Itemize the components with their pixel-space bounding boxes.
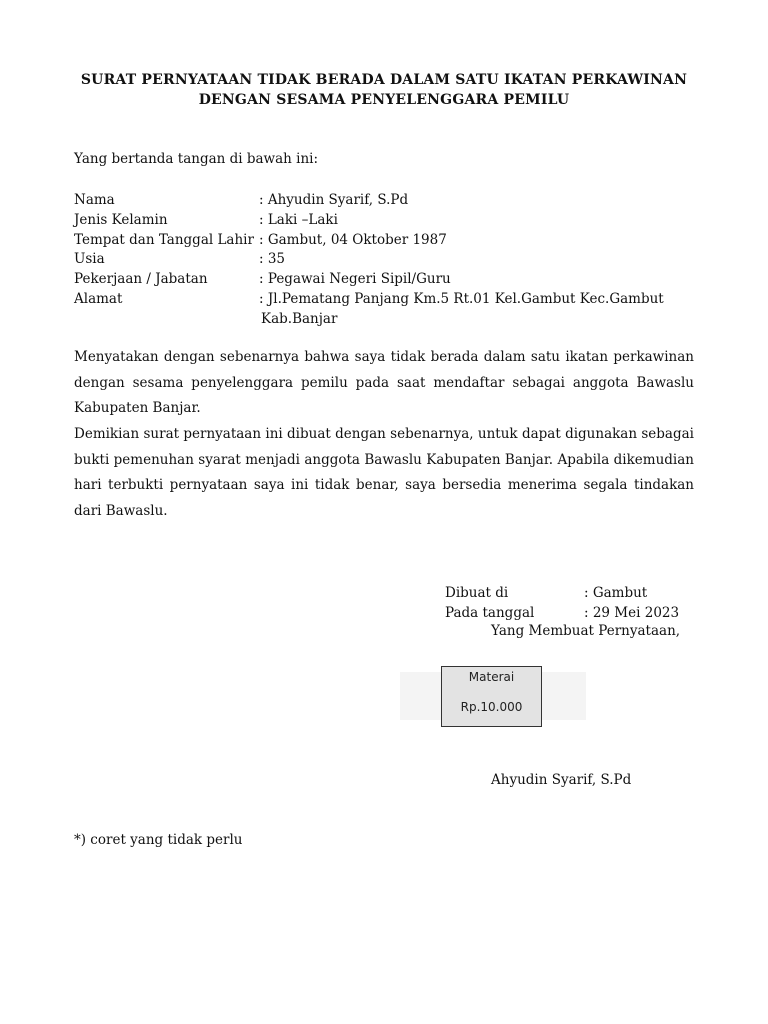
identity-fields: [74, 191, 689, 330]
date-value: : 29 Mei 2023: [584, 605, 680, 621]
stamp-value: Rp.10.000: [460, 700, 523, 714]
address-line-1: : Jl.Pematang Panjang Km.5 Rt.01 Kel.Gambut Kec.Gambut: [259, 290, 664, 307]
place-value: : Gambut: [584, 585, 648, 601]
field-row-jenis-kelamin: [74, 211, 689, 231]
field-label: Jenis Kelamin: [74, 211, 168, 228]
field-value: : Pegawai Negeri Sipil/Guru: [259, 271, 451, 288]
field-row-tempat-tanggal-lahir: [74, 231, 689, 251]
address-line-2: Kab.Banjar: [261, 310, 338, 327]
date-label: Pada tanggal: [445, 605, 535, 621]
place-row: [445, 583, 684, 603]
field-row-pekerjaan: [74, 270, 689, 290]
closing-paragraph: Demikian surat pernyataan ini dibuat dengan sebenarnya, untuk dapat digunakan sebagai bukti pemenuhan syarat menjadi anggota Bawaslu Kabupaten Banjar. Apabila dikemudian hari terbukti pernyataan saya ini tidak benar, saya bersedia menerima segala tindakan dari Bawaslu.: [74, 426, 694, 519]
field-value: [259, 290, 689, 330]
title-line-1: SURAT PERNYATAAN TIDAK BERADA DALAM SATU IKATAN PERKAWINAN: [80, 72, 688, 88]
field-value: : 35: [259, 251, 286, 268]
field-label: Tempat dan Tanggal Lahir: [74, 231, 254, 248]
place-label: Dibuat di: [445, 585, 509, 601]
field-label: Pekerjaan / Jabatan: [74, 271, 208, 288]
title-line-2: DENGAN SESAMA PENYELENGGARA PEMILU: [198, 92, 570, 108]
field-row-alamat: [74, 290, 689, 330]
date-row: [445, 603, 684, 623]
made-by-label: Yang Membuat Pernyataan,: [491, 623, 681, 639]
field-label: Usia: [74, 251, 105, 268]
footnote: *) coret yang tidak perlu: [74, 832, 243, 848]
intro-text: Yang bertanda tangan di bawah ini:: [74, 151, 319, 167]
field-label: Nama: [74, 192, 115, 208]
signature-details: [445, 583, 684, 623]
statement-paragraph: Menyatakan dengan sebenarnya bahwa saya tidak berada dalam satu ikatan perkawinan dengan sesama penyelenggara pemilu pada saat mendaftar sebagai anggota Bawaslu Kabupaten Banjar.: [74, 349, 694, 416]
materai-stamp: [441, 666, 542, 727]
field-value: : Laki –Laki: [259, 211, 338, 228]
field-row-usia: [74, 250, 689, 270]
document-title: [0, 70, 768, 110]
field-value: : Gambut, 04 Oktober 1987: [259, 231, 447, 248]
field-label: Alamat: [74, 290, 123, 307]
signer-name: Ahyudin Syarif, S.Pd: [491, 772, 632, 788]
field-value: : Ahyudin Syarif, S.Pd: [259, 192, 409, 208]
field-row-nama: [74, 191, 689, 211]
stamp-title: Materai: [468, 670, 515, 684]
